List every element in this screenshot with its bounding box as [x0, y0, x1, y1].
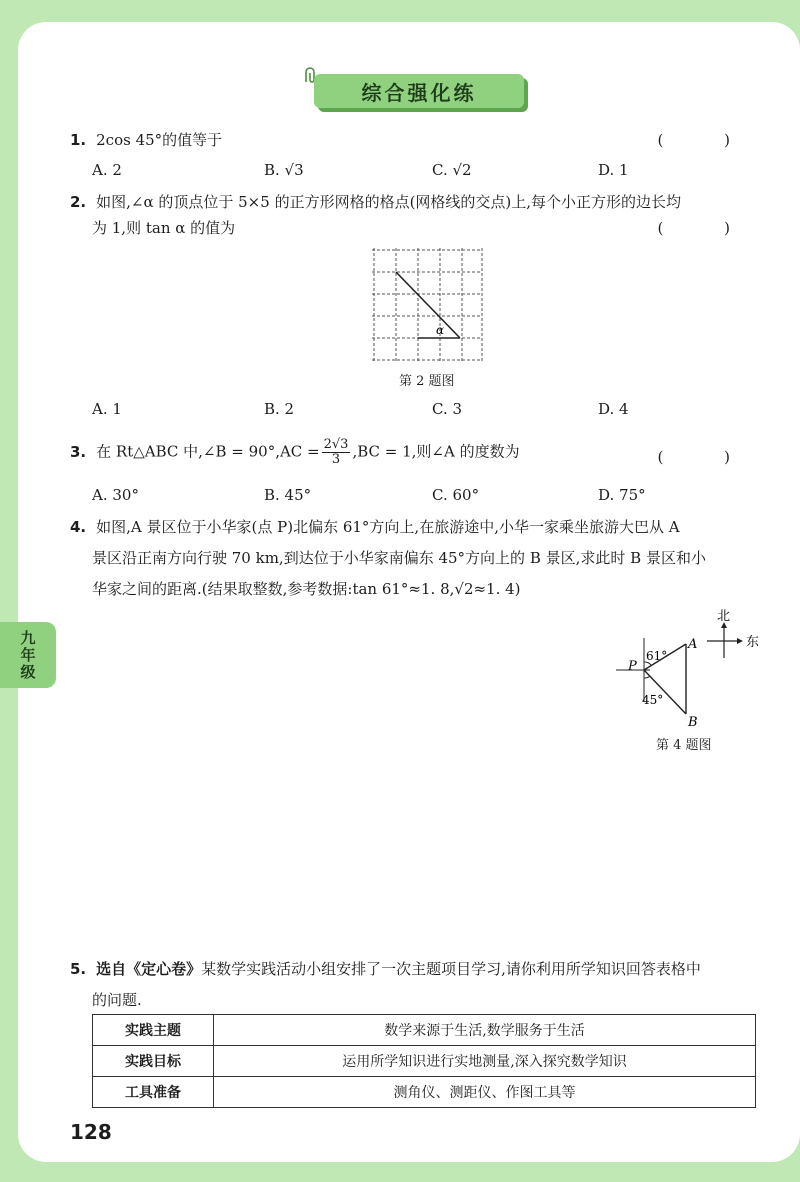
table-value-cell: 数学来源于生活,数学服务于生活 [214, 1015, 756, 1046]
table-key-cell: 工具准备 [93, 1077, 214, 1108]
option-d: D. 1 [598, 161, 629, 179]
figure-caption: 第 2 题图 [399, 374, 455, 389]
option-a: A. 1 [92, 400, 122, 418]
option-c: C. 60° [432, 486, 480, 504]
north-label: 北 [717, 609, 731, 624]
option-c: C. 3 [432, 400, 463, 418]
angle-61-label: 61° [646, 649, 668, 663]
fraction-denominator: 3 [331, 452, 341, 467]
compass-icon [707, 622, 743, 658]
question-text-part1: 在 Rt△ABC 中,∠B = 90°,AC = [96, 442, 320, 461]
angle-ray-slanted [396, 272, 460, 338]
question-2 [70, 189, 758, 241]
table-key-cell: 实践目标 [93, 1046, 214, 1077]
option-b: B. 2 [264, 400, 295, 418]
question-text-line1: 某数学实践活动小组安排了一次主题项目学习,请你利用所学知识回答表格中 [201, 960, 701, 978]
question-text: 2cos 45°的值等于 [96, 131, 223, 149]
grid-figure-q2 [372, 248, 484, 364]
question-text-line2: 景区沿正南方向行驶 70 km,到达位于小华家南偏东 45°方向上的 B 景区,求此时 B 景区和小 [92, 549, 706, 567]
question-source: 选自《定心卷》 [96, 960, 202, 978]
question-text-line3: 华家之间的距离.(结果取整数,参考数据:tan 61°≈1. 8,√2≈1. 4) [92, 580, 521, 598]
question-1-options [92, 161, 732, 185]
question-text-line2: 的问题. [92, 991, 142, 1009]
question-number: 3. [70, 442, 87, 461]
table-value-cell: 测角仪、测距仪、作图工具等 [214, 1077, 756, 1108]
angle-45-label: 45° [642, 693, 664, 707]
answer-parenthesis: ( ) [657, 448, 758, 466]
question-number: 4. [70, 518, 87, 536]
option-d: D. 75° [598, 486, 646, 504]
section-title: 综合强化练 [314, 74, 524, 108]
answer-parenthesis: ( ) [657, 219, 758, 237]
question-number: 1. [70, 131, 87, 149]
question-text-line1: 如图,∠α 的顶点位于 5×5 的正方形网格的格点(网格线的交点)上,每个小正方形的边长均 [96, 193, 682, 211]
option-b: B. 45° [264, 486, 312, 504]
east-label: 东 [746, 635, 760, 650]
option-a: A. 2 [92, 161, 122, 179]
table-value-cell: 运用所学知识进行实地测量,深入探究数学知识 [214, 1046, 756, 1077]
grade-char-3: 级 [20, 662, 36, 681]
point-a-label: A [688, 637, 698, 652]
option-d: D. 4 [598, 400, 629, 418]
table-row [93, 1077, 756, 1108]
fraction [322, 438, 351, 467]
table-key-cell: 实践主题 [93, 1015, 214, 1046]
figure-caption: 第 4 题图 [656, 738, 712, 753]
option-b: B. √3 [264, 161, 304, 179]
question-text-line2: 为 1,则 tan α 的值为 [92, 219, 236, 237]
question-3 [70, 438, 758, 467]
question-3-options [92, 486, 732, 510]
question-number: 2. [70, 193, 87, 211]
page-number: 128 [70, 1120, 112, 1144]
option-c: C. √2 [432, 161, 472, 179]
answer-parenthesis: ( ) [657, 131, 758, 149]
point-p-label: P [628, 659, 637, 674]
grade-char-2: 年 [20, 645, 36, 664]
question-1 [70, 127, 758, 153]
question-4 [70, 512, 758, 605]
direction-figure-q4 [610, 604, 770, 730]
grade-side-tab [0, 622, 56, 688]
table-row [93, 1046, 756, 1077]
alpha-label: α [436, 323, 445, 337]
option-a: A. 30° [92, 486, 139, 504]
question-text-line1: 如图,A 景区位于小华家(点 P)北偏东 61°方向上,在旅游途中,小华一家乘坐旅游大巴从 A [96, 518, 680, 536]
fraction-numerator: 2√3 [323, 437, 349, 452]
question-5 [70, 954, 758, 1016]
practice-table [92, 1014, 756, 1108]
question-2-options [92, 400, 732, 424]
question-number: 5. [70, 960, 87, 978]
point-b-label: B [688, 715, 698, 730]
grade-char-1: 九 [20, 628, 36, 647]
question-text-part2: ,BC = 1,则∠A 的度数为 [352, 442, 520, 461]
table-row [93, 1015, 756, 1046]
